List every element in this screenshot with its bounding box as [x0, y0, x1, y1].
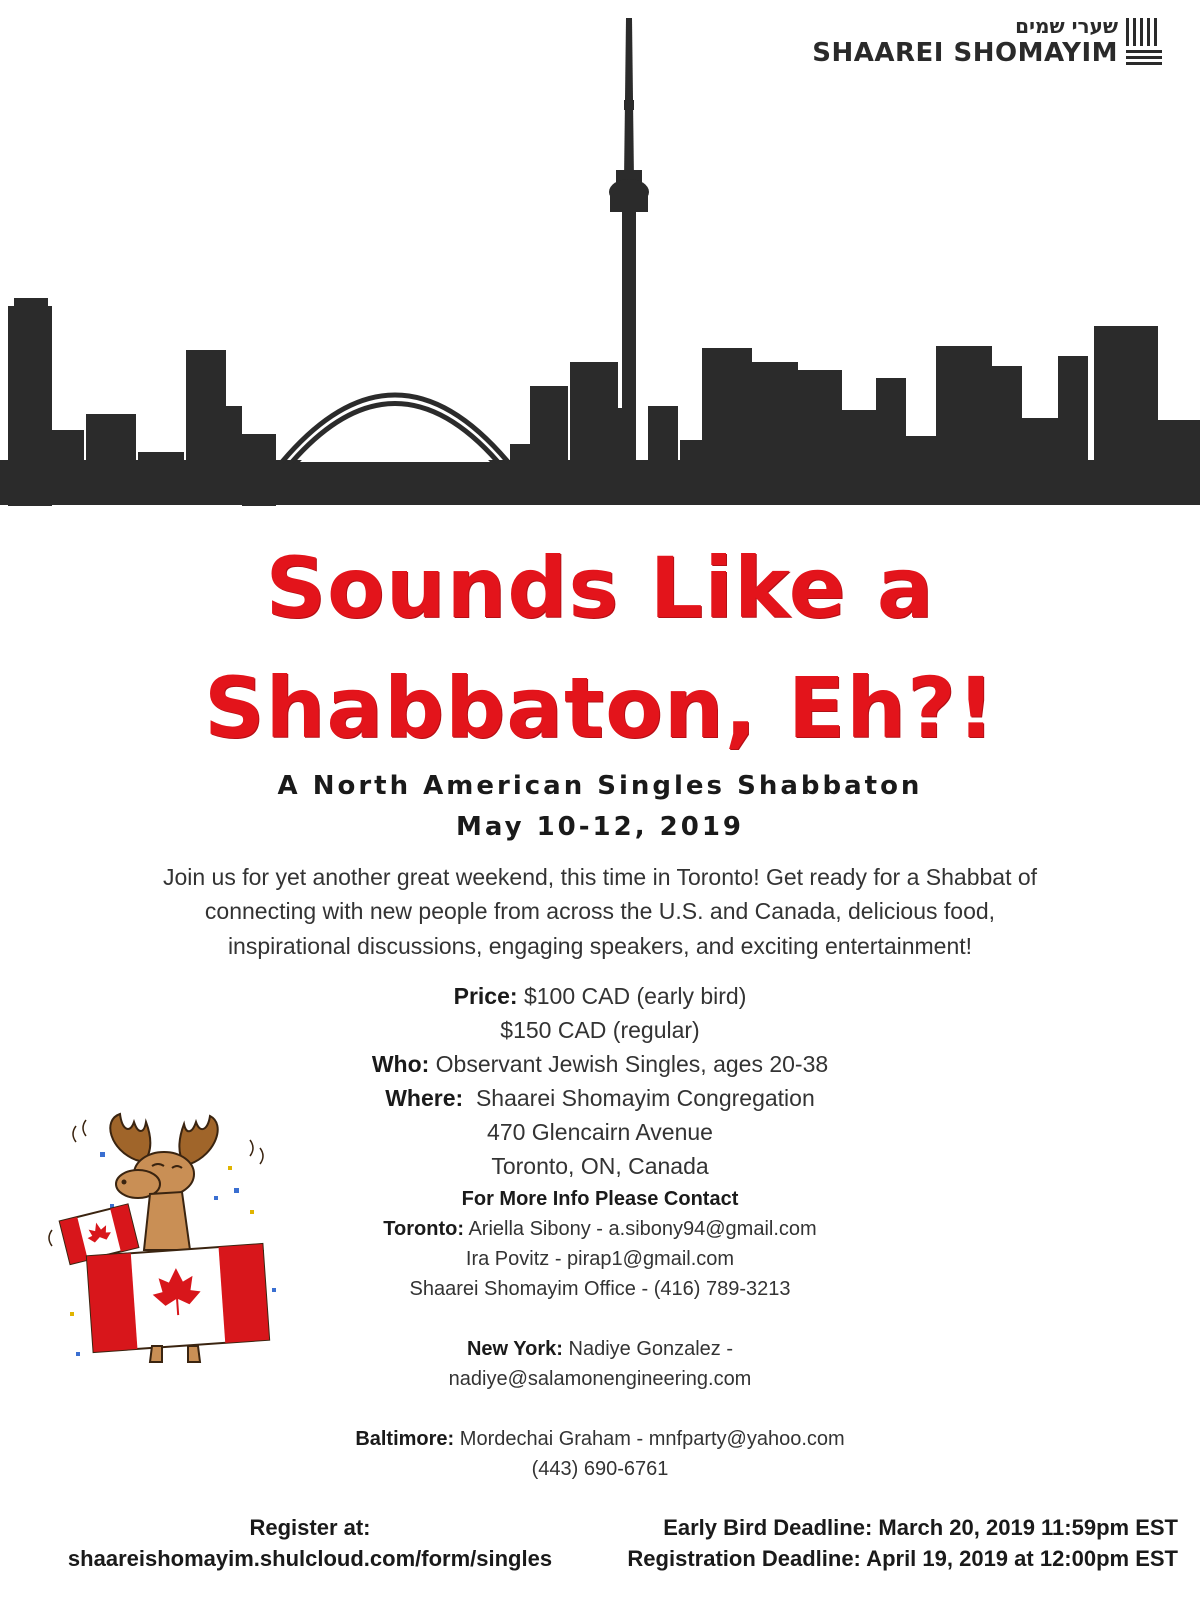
contact-baltimore-phone: (443) 690-6761: [531, 1458, 669, 1480]
contact-heading: For More Info Please Contact: [461, 1188, 739, 1210]
contact-toronto-ira: Ira Povitz - pirap1@gmail.com: [465, 1248, 735, 1270]
contact-newyork-name: Nadiye Gonzalez -: [568, 1338, 734, 1360]
where-city: Toronto, ON, Canada: [491, 1153, 709, 1179]
early-bird-deadline: Early Bird Deadline: March 20, 2019 11:59pm EST: [663, 1515, 1178, 1540]
main-title-line-2: Shabbaton, Eh?!: [204, 659, 996, 757]
who-line: [0, 1047, 1200, 1081]
contact-toronto-label: Toronto:: [383, 1218, 464, 1240]
contact-toronto-ariella: Ariella Sibony - a.sibony94@gmail.com: [468, 1218, 817, 1240]
main-title-line-1: Sounds Like a: [265, 539, 935, 637]
contact-newyork-email: nadiye@salamonengineering.com: [448, 1368, 752, 1390]
event-subtitle: A North American Singles Shabbaton: [277, 771, 923, 801]
who-value: Observant Jewish Singles, ages 20-38: [435, 1051, 829, 1077]
price-label: Price:: [453, 983, 518, 1009]
contact-baltimore-label: Baltimore:: [355, 1428, 455, 1450]
contact-newyork-label: New York:: [466, 1338, 563, 1360]
register-url[interactable]: shaareishomayim.shulcloud.com/form/singles: [67, 1546, 553, 1571]
price-early-bird: $100 CAD (early bird): [523, 983, 747, 1009]
where-label: Where:: [385, 1085, 464, 1111]
moose-with-canada-flag-illustration: [40, 1100, 290, 1380]
register-block: [0, 1512, 620, 1574]
who-label: Who:: [371, 1051, 430, 1077]
logo-hebrew-text: שערי שמים: [1015, 14, 1118, 38]
register-label: Register at:: [249, 1515, 371, 1540]
event-dates: May 10-12, 2019: [455, 812, 745, 842]
price-line: [0, 979, 1200, 1013]
logo-name: SHAAREI SHOMAYIM: [812, 38, 1118, 68]
event-description: Join us for yet another great weekend, this time in Toronto! Get ready for a Shabbat of connecting with new people from across the U.S. and Canada, delicious food, inspirational discussions, engaging speakers, and exciting entertainment!: [162, 864, 1038, 959]
registration-deadline: Registration Deadline: April 19, 2019 at 12:00pm EST: [627, 1546, 1178, 1571]
where-street: 470 Glencairn Avenue: [487, 1119, 713, 1145]
toronto-skyline-illustration: [0, 0, 1200, 510]
contact-baltimore: [0, 1424, 1200, 1454]
contact-baltimore-name: Mordechai Graham - mnfparty@yahoo.com: [459, 1428, 845, 1450]
where-venue: Shaarei Shomayim Congregation: [475, 1085, 815, 1111]
price-regular: $150 CAD (regular): [500, 1017, 700, 1043]
contact-toronto-office: Shaarei Shomayim Office - (416) 789-3213: [409, 1278, 791, 1300]
deadlines-block: [598, 1512, 1178, 1574]
